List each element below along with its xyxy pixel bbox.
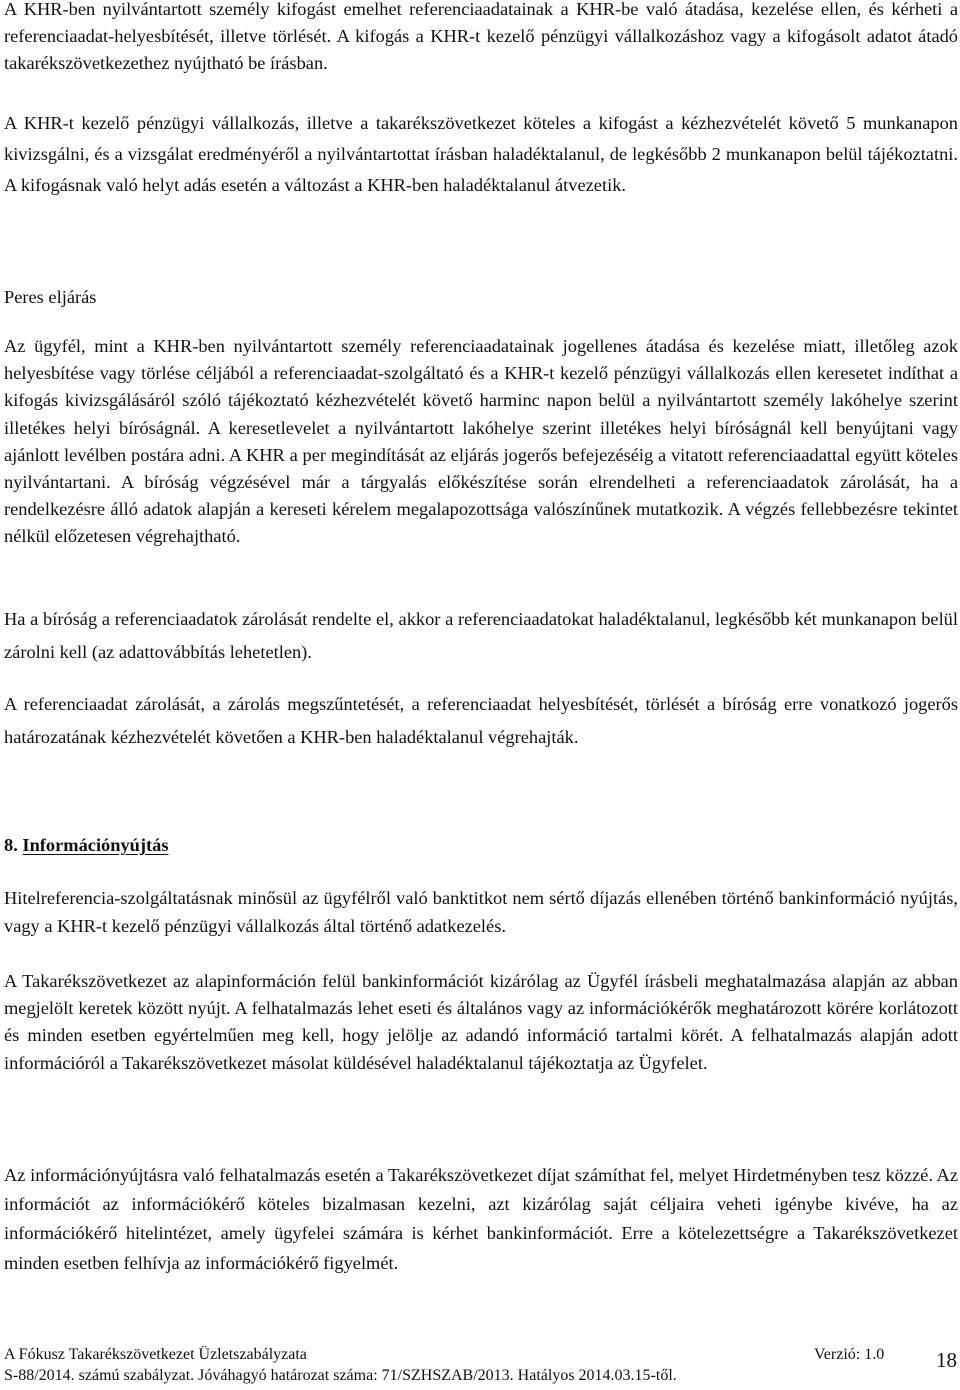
- paragraph-zarolas-vegrehajtasa: A referenciaadat zárolását, a zárolás megszűntetését, a referenciaadat helyesbítését, törlését a bíróság erre vonatkozó jogerős határozatának kézhezvételét követően a KHR-ben haladéktalanul végrehajták.: [4, 694, 958, 747]
- paragraph-peres-eljaras: Az ügyfél, mint a KHR-ben nyilvántartott személy referenciaadatainak jogellenes átadása és kezelése miatt, illetőleg azok helyesbítése vagy törlése céljából a referenciaadat-szolgáltató és a KHR-t kezelő pénzügyi vállalkozás ellen keresetet indíthat a kifogás kivizsgálásáról szóló tájékoztató kézhezvételét követő harminc napon belül a nyilvántartott személy lakóhelye szerint illetékes helyi bíróságnál. A keresetlevelet a nyilvántartott lakóhelye szerint illetékes helyi bíróságnál kell benyújtani vagy ajánlott levélben postára adni. A KHR a per megindítását az eljárás jogerős befejezéséig a vitatott referenciaadattal együtt köteles nyilvántartani. A bíróság végzésével már a tárgyalás előkészítése során elrendelheti a referenciaadatok zárolását, ha a rendelkezésre álló adatok alapján a kereseti kérelem megalapozottsága valószínűnek mutatkozik. A végzés fellebbezésre tekintet nélkül előzetesen végrehajtható.: [4, 336, 958, 547]
- page-number: 18: [936, 1348, 957, 1372]
- document-page: [4, 0, 958, 1390]
- footer-document-title: A Fókusz Takarékszövetkezet Üzletszabályzata: [4, 1346, 307, 1363]
- paragraph-informacionyujtas: Az információnyújtásra való felhatalmazás esetén a Takarékszövetkezet díjat számíthat fel, melyet Hirdetményben tesz közzé. Az információt az információkérő köteles bizalmasan kezelni, azt kizárólag saját céljaira veheti igénybe kivéve, ha az információkérő hitelintézet, amely ügyfelei számára is kérhet bankinformációt. Erre a kötelezettségre a Takarékszövetkezet minden esetben felhívja az információkérő figyelmét.: [4, 1165, 958, 1273]
- paragraph-zarolas-elrendelese: Ha a bíróság a referenciaadatok zárolását rendelte el, akkor a referenciaadatokat haladéktalanul, legkésőbb két munkanapon belül zárolni kell (az adattovábbítás lehetetlen).: [4, 609, 958, 662]
- footer-approval-info: S-88/2014. számú szabályzat. Jóváhagyó határozat száma: 71/SZHSZAB/2013. Hatályos 2014.03.15-től.: [4, 1367, 677, 1384]
- heading-peres-eljaras: Peres eljárás: [4, 287, 97, 307]
- footer-version: Verzió: 1.0: [814, 1346, 885, 1363]
- paragraph-kifogas-kivizsgalas: A KHR-t kezelő pénzügyi vállalkozás, illetve a takarékszövetkezet köteles a kifogást a kézhezvételét követő 5 munkanapon kivizsgálni, és a vizsgálat eredményéről a nyilvántartottat írásban haladéktalanul, de legkésőbb 2 munkanapon belül tájékoztatni. A kifogásnak való helyt adás esetén a változást a KHR-ben haladéktalanul átvezetik.: [4, 113, 958, 195]
- section-number: 8.: [4, 835, 18, 855]
- paragraph-hitelreferencia: Hitelreferencia-szolgáltatásnak minősül az ügyfélről való banktitkot nem sértő díjazás ellenében történő bankinformáció nyújtás, vagy a KHR-t kezelő pénzügyi vállalkozás által történő adatkezelés.: [4, 888, 958, 936]
- section-title: Információnyújtás: [22, 835, 169, 855]
- paragraph-bankinformacio: A Takarékszövetkezet az alapinformáción felül bankinformációt kizárólag az Ügyfél írásbeli meghatalmazása alapján az abban megjelölt keretek között nyújt. A felhatalmazás lehet eseti és általános vagy az információkérők meghatározott körére korlátozott és minden esetben egyértelműen meg kell, hogy jelölje az adandó információ tartalmi körét. A felhatalmazás alapján adott információról a Takarékszövetkezet másolat küldésével haladéktalanul tájékoztatja az Ügyfelet.: [4, 971, 958, 1073]
- section-heading: [4, 830, 958, 860]
- paragraph-kifogas: A KHR-ben nyilvántartott személy kifogást emelhet referenciaadatainak a KHR-be való átadása, kezelése ellen, és kérheti a referenciaadat-helyesbítését, illetve törlését. A kifogás a KHR-t kezelő pénzügyi vállalkozáshoz vagy a kifogásolt adatot átadó takarékszövetkezethez nyújtható be írásban.: [4, 0, 958, 74]
